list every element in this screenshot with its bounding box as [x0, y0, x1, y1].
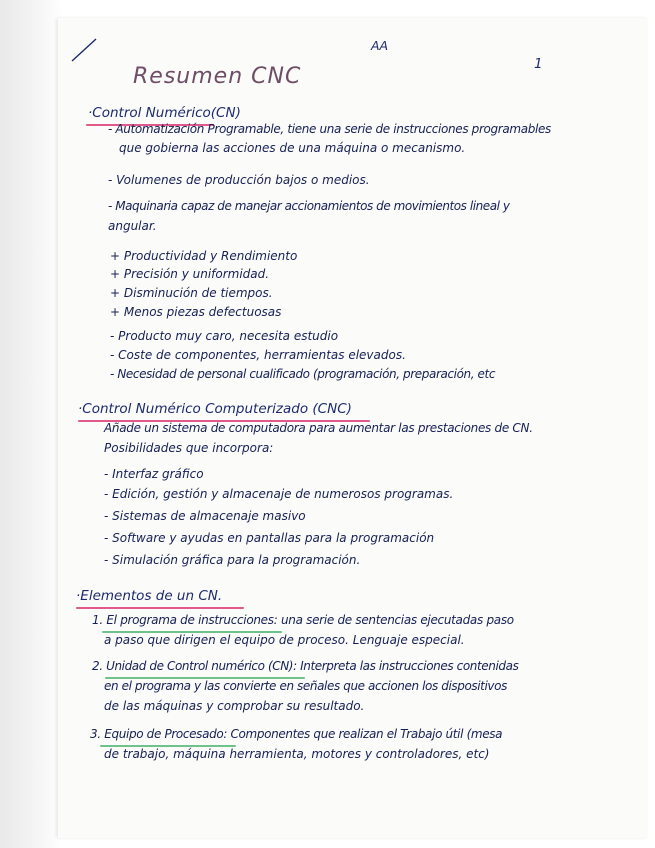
advantage-item: + Precisión y uniformidad.	[110, 267, 270, 281]
text-line: Posibilidades que incorpora:	[104, 441, 274, 455]
page-number: 1	[534, 56, 543, 72]
element-item: de las máquinas y comprobar su resultado.	[104, 699, 365, 713]
list-item: - Interfaz gráfico	[104, 467, 204, 481]
element-item: 2. Unidad de Control numérico (CN): Interpreta las instrucciones contenidas	[92, 659, 519, 673]
text-line: que gobierna las acciones de una máquina o mecanismo.	[119, 141, 466, 155]
advantage-item: + Disminución de tiempos.	[110, 286, 273, 300]
page-mark: AA	[371, 38, 389, 53]
list-item: - Software y ayudas en pantallas para la programación	[104, 531, 435, 545]
text-line: - Maquinaria capaz de manejar accionamientos de movimientos lineal y	[108, 199, 510, 213]
element-item: en el programa y las convierte en señales que accionen los dispositivos	[104, 679, 507, 693]
page-left-shadow	[0, 0, 62, 848]
list-item: - Simulación gráfica para la programación.	[104, 553, 361, 567]
disadvantage-item: - Producto muy caro, necesita estudio	[110, 329, 339, 343]
section-heading-elementos: ·Elementos de un CN.	[76, 588, 223, 604]
text-line: - Volumenes de producción bajos o medios.	[108, 173, 370, 187]
element-item: 3. Equipo de Procesado: Componentes que realizan el Trabajo útil (mesa	[90, 727, 503, 741]
page-title: Resumen CNC	[133, 64, 302, 89]
disadvantage-item: - Coste de componentes, herramientas elevados.	[110, 348, 406, 362]
disadvantage-item: - Necesidad de personal cualificado (programación, preparación, etc	[110, 367, 496, 381]
corner-mark-icon	[70, 35, 100, 65]
section-heading-cnc: ·Control Numérico Computerizado (CNC)	[78, 401, 352, 417]
element-item: a paso que dirigen el equipo de proceso. Lenguaje especial.	[104, 633, 465, 647]
list-item: - Sistemas de almacenaje masivo	[104, 509, 306, 523]
advantage-item: + Menos piezas defectuosas	[110, 305, 282, 319]
text-line: Añade un sistema de computadora para aumentar las prestaciones de CN.	[104, 421, 533, 435]
text-line: - Automatización Programable, tiene una serie de instrucciones programables	[108, 122, 551, 136]
section-heading-cn: ·Control Numérico(CN)	[88, 105, 241, 121]
advantage-item: + Productividad y Rendimiento	[110, 249, 298, 263]
text-line: angular.	[108, 219, 157, 233]
heading-underline	[76, 607, 244, 609]
element-item: 1. El programa de instrucciones: una serie de sentencias ejecutadas paso	[92, 613, 514, 627]
element-item: de trabajo, máquina herramienta, motores y controladores, etc)	[104, 747, 490, 761]
list-item: - Edición, gestión y almacenaje de numerosos programas.	[104, 487, 454, 501]
